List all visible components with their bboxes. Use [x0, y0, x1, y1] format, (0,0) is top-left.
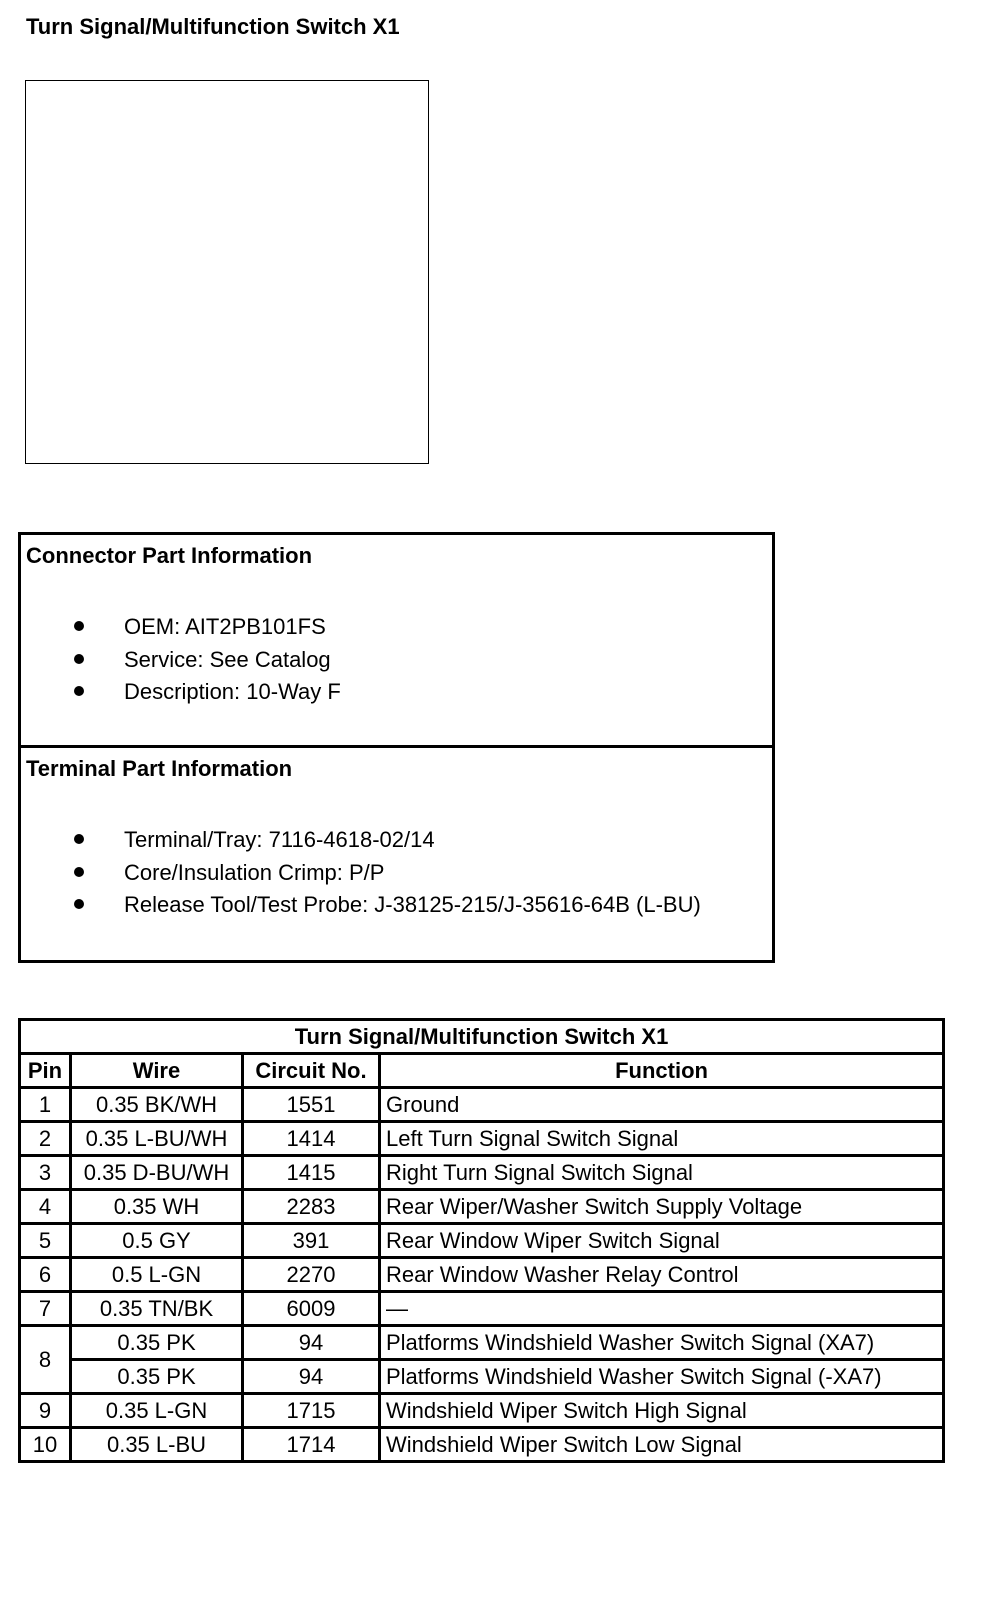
function-cell: Rear Window Washer Relay Control	[380, 1258, 944, 1292]
function-cell: Platforms Windshield Washer Switch Signal (-XA7)	[380, 1360, 944, 1394]
table-row	[20, 1088, 944, 1122]
pin-cell: 9	[20, 1394, 71, 1428]
header-wire: Wire	[71, 1054, 243, 1088]
terminal-info-heading: Terminal Part Information	[26, 756, 293, 781]
bullet-icon	[74, 621, 84, 631]
function-cell: —	[380, 1292, 944, 1326]
wire-cell: 0.35 TN/BK	[71, 1292, 243, 1326]
circuit-cell: 94	[243, 1326, 380, 1360]
circuit-cell: 2270	[243, 1258, 380, 1292]
circuit-cell: 94	[243, 1360, 380, 1394]
pin-table	[18, 1018, 945, 1463]
connector-service: Service: See Catalog	[124, 646, 331, 672]
table-row	[20, 1360, 944, 1394]
table-caption-row	[20, 1020, 944, 1054]
connector-description: Description: 10-Way F	[124, 679, 341, 704]
table-row	[20, 1394, 944, 1428]
pin-cell: 7	[20, 1292, 71, 1326]
pin-cell: 5	[20, 1224, 71, 1258]
circuit-cell: 391	[243, 1224, 380, 1258]
wire-cell: 0.5 GY	[71, 1224, 243, 1258]
connector-image-placeholder	[25, 80, 429, 464]
table-row	[20, 1428, 944, 1462]
circuit-cell: 1715	[243, 1394, 380, 1428]
pin-cell: 6	[20, 1258, 71, 1292]
connector-part-information	[21, 535, 772, 748]
terminal-release-tool: Release Tool/Test Probe: J-38125-215/J-35616-64B (L-BU)	[124, 892, 701, 917]
table-row	[20, 1326, 944, 1360]
table-row	[20, 1258, 944, 1292]
wire-cell: 0.35 PK	[71, 1360, 243, 1394]
pin-cell: 3	[20, 1156, 71, 1190]
bullet-icon	[74, 834, 84, 844]
function-cell: Windshield Wiper Switch Low Signal	[380, 1428, 944, 1462]
circuit-cell: 1551	[243, 1088, 380, 1122]
bullet-icon	[74, 867, 84, 877]
pin-cell: 10	[20, 1428, 71, 1462]
circuit-cell: 1414	[243, 1122, 380, 1156]
function-cell: Platforms Windshield Washer Switch Signal (XA7)	[380, 1326, 944, 1360]
function-cell: Right Turn Signal Switch Signal	[380, 1156, 944, 1190]
connector-info-heading: Connector Part Information	[26, 543, 313, 568]
header-pin: Pin	[20, 1054, 71, 1088]
table-row	[20, 1190, 944, 1224]
wire-cell: 0.35 WH	[71, 1190, 243, 1224]
header-function: Function	[380, 1054, 944, 1088]
table-header-row	[20, 1054, 944, 1088]
circuit-cell: 1415	[243, 1156, 380, 1190]
terminal-tray: Terminal/Tray: 7116-4618-02/14	[124, 827, 435, 852]
table-caption: Turn Signal/Multifunction Switch X1	[20, 1020, 944, 1054]
pin-cell: 8	[20, 1326, 71, 1394]
terminal-crimp: Core/Insulation Crimp: P/P	[124, 859, 385, 885]
table-row	[20, 1224, 944, 1258]
wire-cell: 0.5 L-GN	[71, 1258, 243, 1292]
wire-cell: 0.35 PK	[71, 1326, 243, 1360]
wire-cell: 0.35 BK/WH	[71, 1088, 243, 1122]
wire-cell: 0.35 L-BU	[71, 1428, 243, 1462]
header-circuit: Circuit No.	[243, 1054, 380, 1088]
bullet-icon	[74, 654, 84, 664]
table-row	[20, 1122, 944, 1156]
bullet-icon	[74, 899, 84, 909]
function-cell: Ground	[380, 1088, 944, 1122]
page-title: Turn Signal/Multifunction Switch X1	[26, 14, 400, 39]
function-cell: Rear Window Wiper Switch Signal	[380, 1224, 944, 1258]
circuit-cell: 1714	[243, 1428, 380, 1462]
table-row	[20, 1156, 944, 1190]
wire-cell: 0.35 D-BU/WH	[71, 1156, 243, 1190]
table-row	[20, 1292, 944, 1326]
part-information-box	[18, 532, 775, 963]
pin-cell: 2	[20, 1122, 71, 1156]
wire-cell: 0.35 L-BU/WH	[71, 1122, 243, 1156]
connector-oem: OEM: AIT2PB101FS	[124, 614, 326, 639]
function-cell: Left Turn Signal Switch Signal	[380, 1122, 944, 1156]
circuit-cell: 6009	[243, 1292, 380, 1326]
terminal-part-information	[21, 748, 772, 960]
circuit-cell: 2283	[243, 1190, 380, 1224]
pin-cell: 1	[20, 1088, 71, 1122]
wire-cell: 0.35 L-GN	[71, 1394, 243, 1428]
function-cell: Rear Wiper/Washer Switch Supply Voltage	[380, 1190, 944, 1224]
bullet-icon	[74, 686, 84, 696]
function-cell: Windshield Wiper Switch High Signal	[380, 1394, 944, 1428]
pin-cell: 4	[20, 1190, 71, 1224]
